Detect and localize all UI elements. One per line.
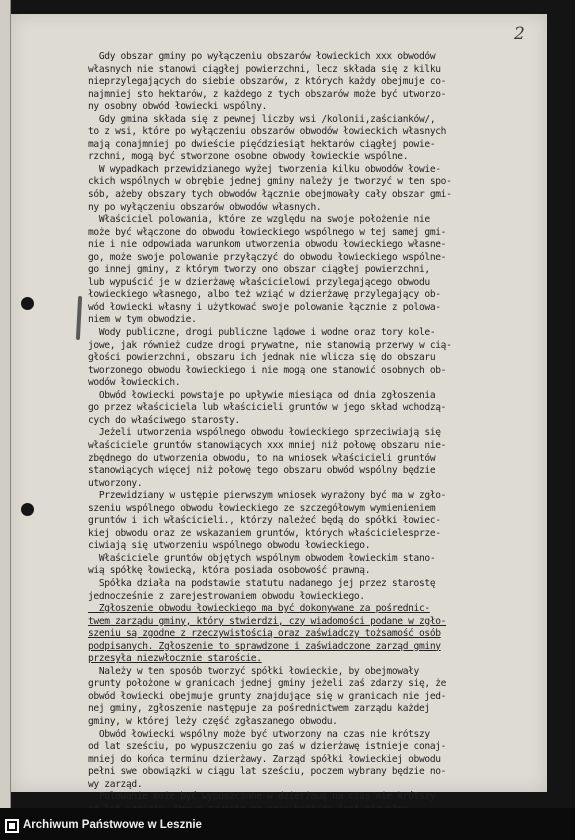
text-line: najmniej sto hektarów, z każdego z tych obszarów może być utworzo- [88, 88, 447, 100]
text-line: obwód łowiecki obejmuje grunty znajdujące się w granicach nie jed- [88, 690, 447, 702]
binding-strip [0, 0, 11, 808]
text-line: Spółka działa na podstawie statutu nadanego jej przez starostę [88, 577, 436, 589]
archive-footer [0, 808, 575, 840]
text-line: grunty położone w granicach jednej gminy jeżeli zaś zdarzy się, że [88, 678, 447, 690]
text-line: Wody publiczne, drogi publiczne lądowe i wodne oraz tory kole- [88, 327, 436, 339]
punch-hole-top [21, 297, 34, 310]
text-line: szeniu wspólnego obwodu łowieckiego ze szczegółowym wymienieniem [88, 502, 436, 514]
text-line: go innej gminy, z którym tworzy ono obszar ciągłej powierzchni, [88, 264, 430, 276]
archive-logo-icon [5, 819, 19, 833]
text-line: Jeżeli utworzenia wspólnego obwodu łowieckiego sprzeciwiają się [88, 427, 441, 439]
text-line: właściciele gruntów stanowiących xxx mniej niż połowę obszaru nie- [88, 439, 447, 451]
text-line: W wypadkach przewidzianego wyżej tworzenia kilku obwodów łowie- [88, 163, 441, 175]
punch-hole-bottom [21, 503, 34, 516]
text-line: Zgłoszenie obwodu łowieckiego ma być dokonywane za pośrednic- [88, 603, 430, 615]
text-line: zbędnego do utworzenia obwodu, to na wniosek właścicieli gruntów [88, 452, 436, 464]
text-line: Gdy obszar gminy po wyłączeniu obszarów łowieckich xxx obwodów [88, 51, 436, 62]
text-line: wią spółkę łowiecką, która posiada osobowość prawną. [88, 565, 371, 577]
text-line: podpisanych. Zgłoszenie to sprawdzone i zaświadczone zarząd gminy [88, 640, 441, 652]
text-line: go przez właściciela lub właścicieli gruntów w jego skład wchodzą- [88, 402, 447, 414]
text-line: Gdy gmina składa się z pewnej liczby wsi /kolonii,zaścianków/, [88, 113, 436, 125]
text-line: gruntów i ich właścicieli., którzy należeć będą do spółki łowiec- [88, 515, 441, 527]
text-line: ny osobny obwód łowiecki wspólny. [88, 101, 268, 113]
text-line: Należy w ten sposób tworzyć spółki łowieckie, by obejmowały [88, 665, 419, 677]
text-line: własnych nie stanowi ciągłej powierzchni, lecz składa się z kilku [88, 63, 441, 75]
text-line: jednocześnie z zarejestrowaniem obwodu łowieckiego. [88, 590, 365, 602]
text-line: Obwód łowiecki wspólny może być utworzony na czas nie krótszy [88, 728, 430, 740]
text-line: cych do właściwego starosty. [88, 414, 240, 426]
text-line: jowe, jak również cudze drogi prywatne, nie stanowią przerwy w cią- [88, 339, 452, 351]
text-line: może być włączone do obwodu łowieckiego wspólnego w tej samej gmi- [88, 226, 447, 238]
text-line: Właściciel polowania, które ze względu na swoje położenie nie [88, 214, 430, 226]
text-line: gminy, w której leży część zgłaszanego obwodu. [88, 715, 338, 727]
text-line: wód łowiecki własny i użytkować swoje polowanie łącznie z polowa- [88, 301, 441, 313]
text-line: ckich wspólnych w obrębie jednej gminy należy je tworzyć w ten spo- [88, 176, 452, 188]
text-line: Właściciele gruntów objętych wspólnym obwodem łowieckim stano- [88, 552, 436, 564]
page-number: 2 [514, 24, 525, 44]
text-line: stanowiących więcej niż połowę tego obszaru obwód wspólny będzie [88, 465, 436, 477]
text-line: niem w tym obwodzie. [88, 314, 197, 326]
text-line: głości powierzchni, obszaru ich jednak nie wlicza się do obszaru [88, 352, 436, 364]
text-line: utworzony. [88, 477, 143, 489]
text-line: Obwód łowiecki powstaje po upływie miesiąca od dnia zgłoszenia [88, 389, 436, 401]
text-line: łowieckiego własnego, albo też wziąć w dzierżawę przylegający ob- [88, 289, 441, 301]
text-line: lub wypuścić je w dzierżawę właścicielowi przylegającego obwodu [88, 276, 430, 288]
text-line: nie i nie odpowiada warunkom utworzenia obwodu łowieckiego własne- [88, 239, 447, 251]
text-line: nej gminy, zgłoszenie następuje za pośrednictwem zarządu każdej [88, 703, 430, 715]
text-line: Przewidziany w ustępie pierwszym wniosek wyrażony być ma w zgło- [88, 490, 447, 502]
text-line: nieprzylegających do siebie obszarów, z których każdy obejmuje co- [88, 76, 447, 88]
text-line: szeniu są zgodne z rzeczywistością oraz zaświadczy tożsamość osób [88, 628, 441, 640]
typed-text-block [88, 51, 541, 816]
archive-name: Archiwum Państwowe w Lesznie [23, 819, 202, 831]
text-line: to z wsi, które po wyłączeniu obszarów obwodów łowieckich własnych [88, 126, 447, 138]
text-line: mają conajmniej po dwieście pięćdziesiąt hektarów ciągłej powie- [88, 138, 436, 150]
text-line: przesyła niezwłocznie staroście. [88, 653, 262, 665]
text-line: wy zarząd. [88, 778, 143, 790]
text-line: sób, ażeby obszary tych obwodów łącznie obejmowały cały obszar gmi- [88, 189, 452, 201]
text-line: pełni swe obowiązki w ciągu lat sześciu, poczem wybrany będzie no- [88, 766, 447, 778]
text-line: ciwiają się utworzeniu wspólnego obwodu łowieckiego. [88, 540, 371, 552]
text-line: od lat sześciu, po wypuszczeniu go zaś w dzierżawę istnieje conaj- [88, 741, 447, 753]
text-line: go, może swoje polowanie przyłączyć do obwodu łowieckiego wspólne- [88, 251, 447, 263]
text-line: tworzonego obwodu łowieckiego i nie mogą one stanowić osobnych ob- [88, 364, 447, 376]
text-line: wodów łowieckich. [88, 377, 181, 389]
text-line: ny po wyłączeniu obszarów obwodów własnych. [88, 201, 322, 213]
text-line: mniej do końca terminu dzierżawy. Zarząd spółki łowieckiej obwodu [88, 753, 441, 765]
text-line: rzchni, mogą być stworzone osobne obwody łowieckie wspólne. [88, 151, 409, 163]
text-line: Polowanie może być wypuszczone w dzierżawę na czas nie krótszy [88, 791, 436, 803]
text-line: kiej obwodu oraz ze wskazaniem gruntów, których właścicielesprze- [88, 527, 441, 539]
text-line: twem zarządu gminy, który stwierdzi, czy wiadomości podane w zgło- [88, 615, 447, 627]
